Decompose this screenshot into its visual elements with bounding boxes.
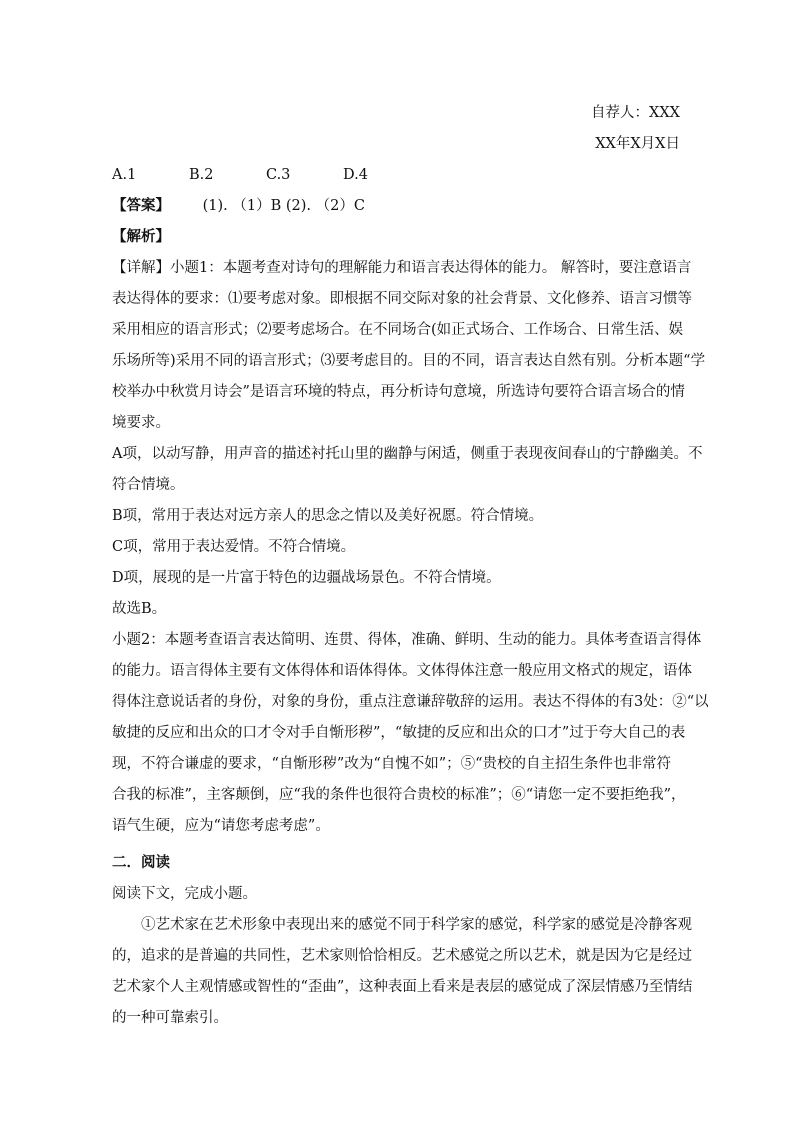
q2-line: 现，不符合谦虚的要求，“自惭形秽”改为“自愧不如”；⑤“贵校的自主招生条件也非常符 [112,756,672,772]
option-c: C.3 [266,167,291,183]
option-a: A.1 [112,167,137,183]
passage-line: 的一种可靠索引。 [112,1010,228,1026]
detail-line: 采用相应的语言形式；⑵要考虑场合。在不同场合(如正式场合、工作场合、日常生活、娱 [112,322,684,338]
passage-line: 的，追求的是普遍的共同性，艺术家则恰恰相反。艺术感觉之所以艺术，就是因为它是经过 [112,948,692,964]
passage-line: 艺术家个人主观情感或智性的“歪曲”，这种表面上看来是表层的感觉成了深层情感乃至情结 [112,979,693,995]
q2-line: 敏捷的反应和出众的口才令对手自惭形秽”，“敏捷的反应和出众的口才”过于夸大自己的表 [112,725,686,741]
q2-line: 的能力。语言得体主要有文体得体和语体得体。文体得体注意一般应用文格式的规定，语体 [112,663,692,679]
section-instruction: 阅读下文，完成小题。 [112,886,257,902]
item-line: 符合情境。 [112,477,185,493]
answer-row [112,196,365,216]
analysis-label: 【解析】 [112,228,170,245]
passage-line: ①艺术家在艺术形象中表现出来的感觉不同于科学家的感觉，科学家的感觉是冷静客观 [141,917,692,933]
item-a-paragraph [112,444,703,495]
detail-line: 境要求。 [112,415,170,431]
option-d: D.4 [343,167,368,183]
detail-line: 【详解】小题1：本题考查对诗句的理解能力和语言表达得体的能力。 解答时，要注意语言 [112,260,692,276]
item-line: A项，以动写静，用声音的描述衬托山里的幽静与闲适，侧重于表现夜间春山的宁静幽美。不 [112,446,703,462]
q2-line: 小题2：本题考查语言表达简明、连贯、得体，准确、鲜明、生动的能力。具体考查语言得体 [112,632,702,648]
item-d-line: D项，展现的是一片富于特色的边疆战场景色。不符合情境。 [112,570,501,586]
options-row [112,165,412,185]
choice-line: 故选B。 [112,601,167,617]
q2-line: 语气生硬，应为“请您考虑考虑”。 [112,818,330,834]
option-b: B.2 [189,167,214,183]
detail-line: 乐场所等)采用不同的语言形式；⑶要考虑目的。目的不同，语言表达自然有别。分析本题“学 [112,353,706,369]
q2-paragraph [112,630,709,836]
item-c-line: C项，常用于表达爱情。不符合情境。 [112,539,356,555]
detail-paragraph [112,258,706,433]
q2-line: 合我的标准”，主客颠倒，应“我的条件也很符合贵校的标准”；⑥“请您一定不要拒绝我”， [112,787,686,803]
answer-text: (1). （1）B (2). （2）C [202,198,365,214]
date-line: XX年X月X日 [595,136,680,152]
section-title: 二．阅读 [112,854,170,871]
q2-line: 得体注意说话者的身份，对象的身份，重点注意谦辞敬辞的运用。表达不得体的有3处：②“以 [112,694,709,710]
detail-line: 表达得体的要求：⑴要考虑对象。即根据不同交际对象的社会背景、文化修养、语言习惯等 [112,291,692,307]
detail-line: 校举办中秋赏月诗会”是语言环境的特点，再分析诗句意境，所选诗句要符合语言场合的情 [112,384,685,400]
item-b-line: B项，常用于表达对远方亲人的思念之情以及美好祝愿。符合情境。 [112,508,544,524]
depositor-line: 自荐人：XXX [591,105,680,121]
answer-label: 【答案】 [112,197,170,214]
passage-paragraph [112,915,693,1028]
